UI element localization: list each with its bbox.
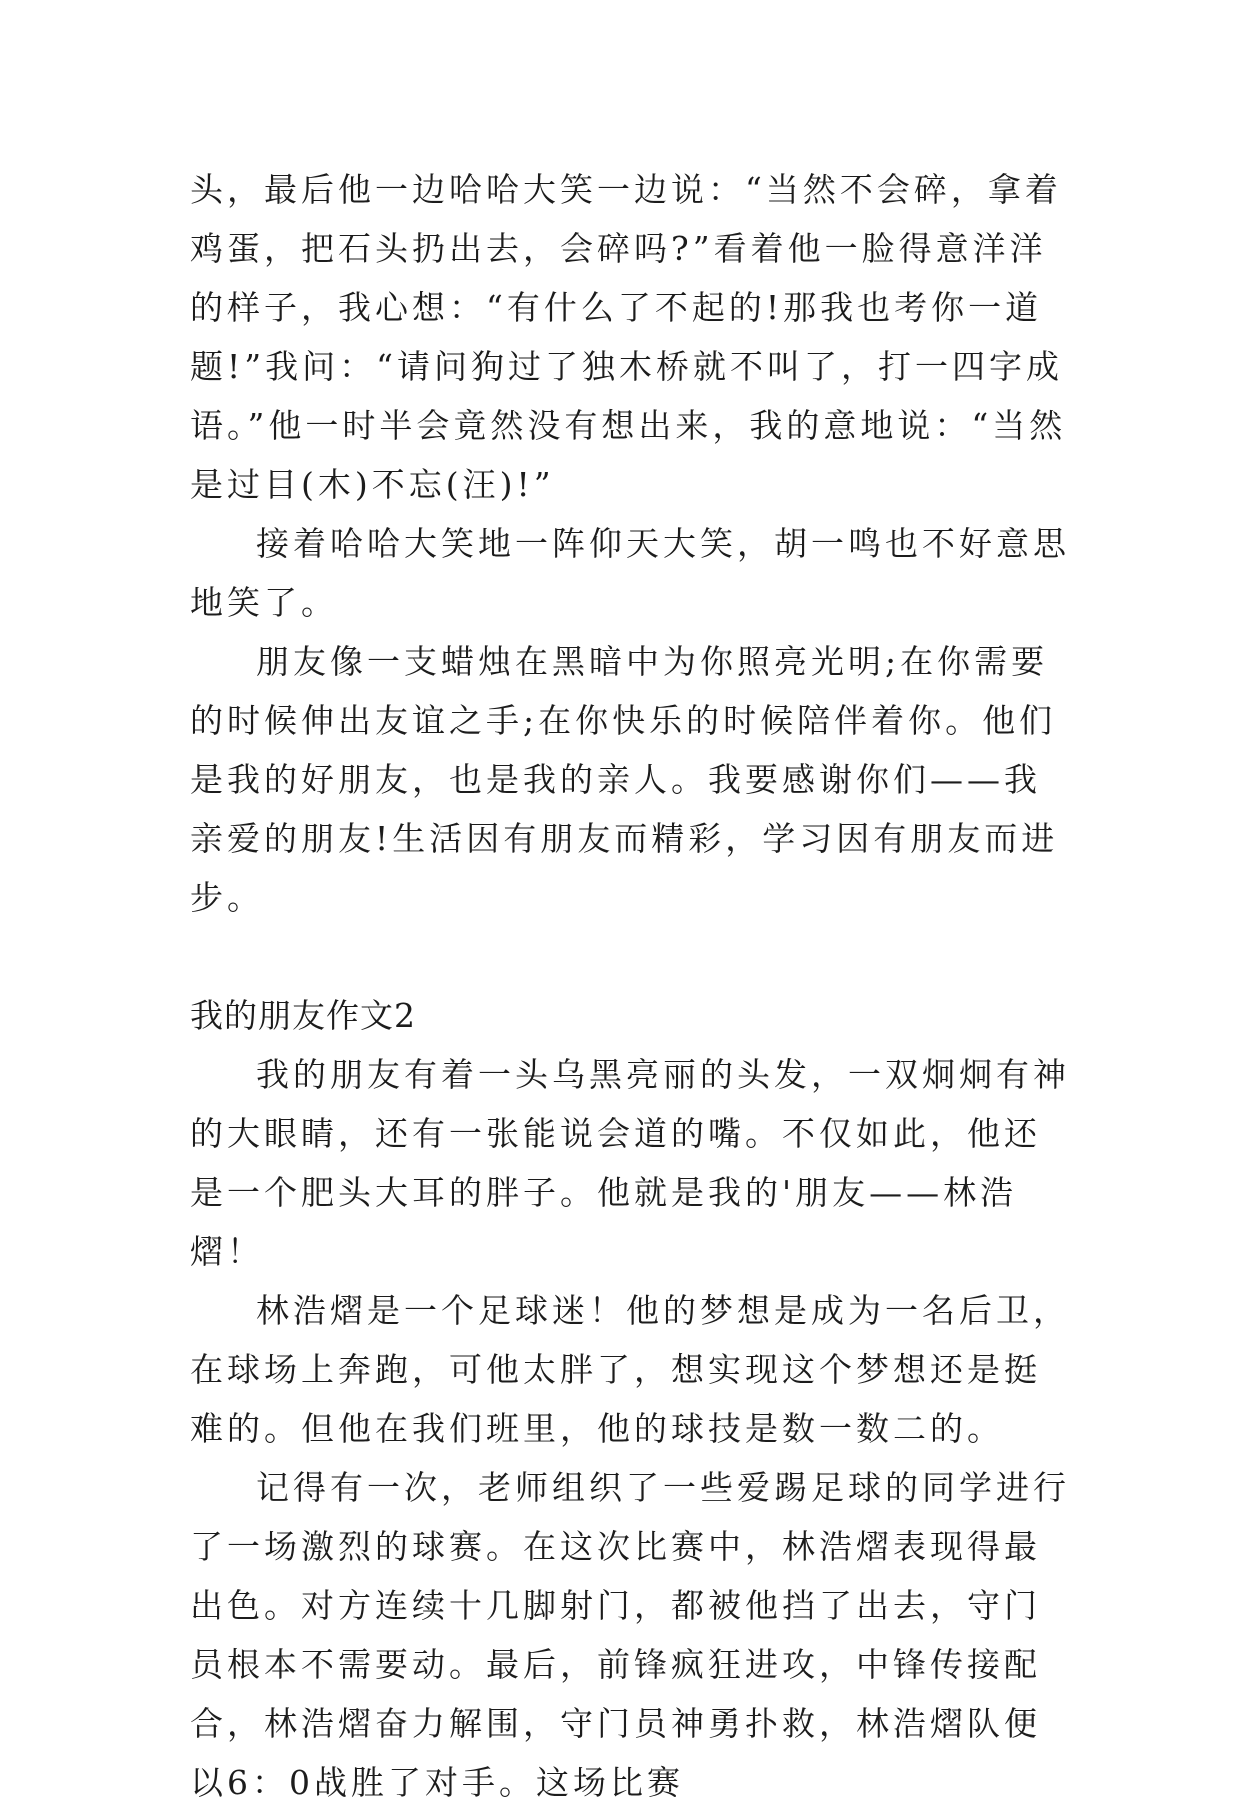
paragraph-continuation: 头，最后他一边哈哈大笑一边说：“当然不会碎，拿着鸡蛋，把石头扔出去，会碎吗?”看着他一脸得意洋洋的样子，我心想：“有什么了不起的!那我也考你一道题!”我问：“请问狗过了独木桥就不叫了，打一四字成语。”他一时半会竟然没有想出来，我的意地说：“当然是过目(木)不忘(汪)!” xyxy=(190,170,1067,504)
section-title: 我的朋友作文2 xyxy=(190,996,416,1035)
document-body xyxy=(190,160,1070,1812)
paragraph: 朋友像一支蜡烛在黑暗中为你照亮光明;在你需要的时候伸出友谊之手;在你快乐的时候陪伴着你。他们是我的好朋友，也是我的亲人。我要感谢你们——我亲爱的朋友!生活因有朋友而精彩，学习因有朋友而进步。 xyxy=(190,642,1059,917)
paragraph: 接着哈哈大笑地一阵仰天大笑，胡一鸣也不好意思地笑了。 xyxy=(190,524,1070,622)
paragraph: 林浩熠是一个足球迷！他的梦想是成为一名后卫，在球场上奔跑，可他太胖了，想实现这个梦想还是挺难的。但他在我们班里，他的球技是数一数二的。 xyxy=(190,1291,1070,1448)
paragraph: 记得有一次，老师组织了一些爱踢足球的同学进行了一场激烈的球赛。在这次比赛中，林浩熠表现得最出色。对方连续十几脚射门，都被他挡了出去，守门员根本不需要动。最后，前锋疯狂进攻，中锋传接配合，林浩熠奋力解围，守门员神勇扑救，林浩熠队便以6：0战胜了对手。这场比赛 xyxy=(190,1468,1070,1802)
paragraph: 我的朋友有着一头乌黑亮丽的头发，一双炯炯有神的大眼睛，还有一张能说会道的嘴。不仅如此，他还是一个肥头大耳的胖子。他就是我的'朋友——林浩熠！ xyxy=(190,1055,1070,1271)
